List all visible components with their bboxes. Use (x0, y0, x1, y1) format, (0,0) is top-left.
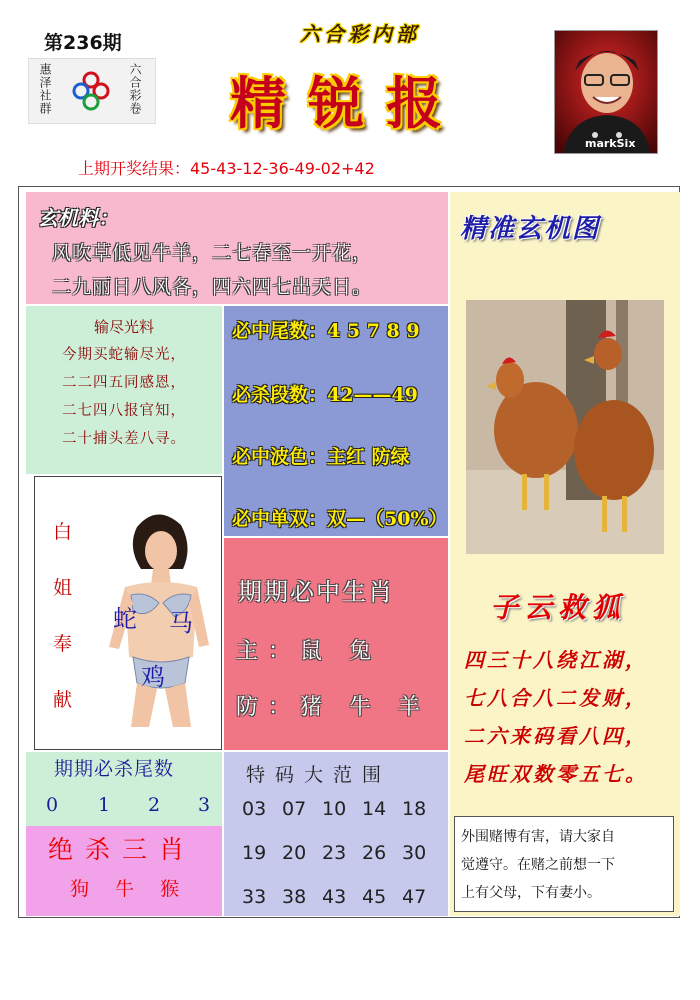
special-number-cell: 20 (282, 842, 307, 864)
roosters-illustration (466, 300, 664, 554)
header-kicker: 六合彩内部 (300, 22, 420, 46)
right-line: 七八合八二发财， (464, 686, 648, 710)
right-line: 二六来码看八四， (464, 724, 648, 748)
gambling-warning (454, 816, 674, 912)
special-number-cell: 07 (282, 798, 307, 820)
kill-tail-digit: 0 (46, 794, 59, 816)
zodiac-guard: 防：猪 牛 羊 (236, 695, 430, 720)
riddle-panel (26, 192, 448, 304)
special-number-cell: 45 (362, 886, 387, 908)
poem-line: 二十捕头差八寻。 (62, 431, 186, 447)
logo-left-text: 惠泽社群 (38, 63, 52, 115)
kill-tail-panel (26, 752, 222, 826)
gift-char: 奉 (53, 633, 73, 655)
community-logo (28, 58, 156, 124)
roosters-photo (466, 300, 664, 554)
stat-odd-even: 必中单双：双—（50%） (232, 508, 448, 530)
gift-char: 白 (53, 521, 73, 543)
page-title: 精锐报 (230, 71, 464, 137)
right-heading: 精准玄机图 (460, 214, 601, 244)
last-draw-result: 上期开奖结果：45-43-12-36-49-02+42 (78, 159, 375, 178)
zodiac-pick-heading: 期期必中生肖 (238, 578, 394, 606)
kill-three-zodiacs: 狗 牛 猴 (70, 878, 190, 900)
riddle-line: 风吹草低见牛羊，二七春至一开花， (52, 242, 373, 264)
kill-three-panel (26, 826, 222, 916)
kill-tail-digit: 1 (98, 794, 111, 816)
warning-line: 觉遵守。在赌之前想一下 (461, 857, 615, 873)
issue-number: 第236期 (44, 32, 122, 54)
special-number-cell: 19 (242, 842, 267, 864)
special-number-cell: 47 (402, 886, 427, 908)
special-number-panel (224, 752, 448, 916)
gift-char: 姐 (53, 577, 73, 599)
kill-tail-digit: 2 (148, 794, 161, 816)
kill-tail-digit: 3 (198, 794, 211, 816)
poem-line: 二二四五同感恩， (62, 375, 186, 391)
riddle-line: 二九丽日八风各，四六四七出天日。 (52, 276, 373, 298)
poem-line: 二七四八报官知， (62, 403, 186, 419)
special-number-cell: 23 (322, 842, 347, 864)
special-number-cell: 10 (322, 798, 347, 820)
logo-emblem-icon (69, 69, 113, 113)
special-number-cell: 26 (362, 842, 387, 864)
special-number-cell: 38 (282, 886, 307, 908)
stat-wave-color: 必中波色：主红 防绿 (232, 446, 410, 468)
special-number-cell: 18 (402, 798, 427, 820)
special-number-cell: 33 (242, 886, 267, 908)
right-line: 尾旺双数零五七。 (464, 762, 648, 786)
special-number-cell: 03 (242, 798, 267, 820)
gift-char: 献 (53, 689, 73, 711)
special-number-cell: 30 (402, 842, 427, 864)
riddle-heading: 玄机料： (38, 206, 118, 230)
special-number-cell: 14 (362, 798, 387, 820)
portrait-image (554, 30, 658, 154)
logo-right-text: 六合彩卷 (128, 63, 142, 115)
zodiac-tag-rooster: 鸡 (141, 663, 165, 691)
zodiac-pick-panel (224, 538, 448, 750)
poem-title: 输尽光料 (93, 318, 154, 336)
poem-panel (26, 306, 222, 474)
kill-tail-heading: 期期必杀尾数 (54, 758, 175, 780)
zodiac-tag-snake: 蛇 (113, 605, 137, 633)
prediction-stats-panel (224, 306, 448, 536)
right-subheading: 子云救狐 (490, 591, 627, 624)
special-number-cell: 43 (322, 886, 347, 908)
zodiac-main: 主：鼠 兔 (236, 639, 381, 664)
portrait-label: markSix (585, 137, 636, 150)
stat-kill-range: 必杀段数：42——49 (232, 384, 418, 406)
right-line: 四三十八绕江湖， (464, 648, 648, 672)
kill-three-heading: 绝杀三肖 (48, 835, 197, 864)
special-number-heading: 特码大范围 (246, 764, 392, 786)
zodiac-tag-horse: 马 (169, 609, 193, 637)
poem-line: 今期买蛇输尽光， (62, 347, 186, 363)
warning-line: 外围赌博有害，请大家自 (461, 829, 615, 845)
warning-line: 上有父母，下有妻小。 (461, 885, 601, 901)
stat-tail-numbers: 必中尾数：4 5 7 8 9 (232, 320, 420, 342)
portrait-illustration (555, 31, 658, 154)
gift-panel (34, 476, 222, 750)
